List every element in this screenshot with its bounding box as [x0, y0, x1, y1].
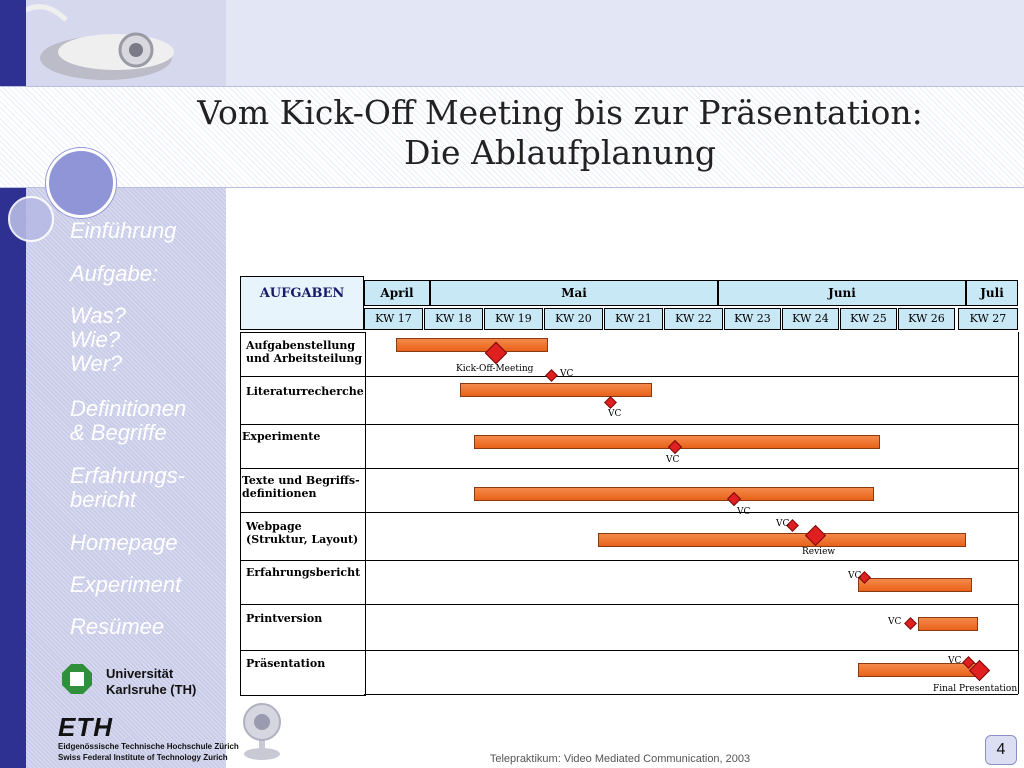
task-texte-begriffe: Texte und Begriffs- definitionen	[242, 474, 360, 500]
label-review: Review	[802, 547, 836, 557]
gantt-header-aufgaben: AUFGABEN	[240, 276, 364, 330]
task-erfahrungsbericht: Erfahrungsbericht	[246, 566, 361, 579]
week-kw27: KW 27	[958, 308, 1018, 330]
top-band	[226, 0, 1024, 86]
week-kw25: KW 25	[840, 308, 897, 330]
bar-erfahrungsbericht	[858, 578, 972, 592]
bar-webpage	[598, 533, 966, 547]
page-number: 4	[985, 735, 1017, 765]
label-vc-8: VC	[948, 656, 962, 666]
row-divider	[364, 468, 1018, 469]
row-divider	[364, 650, 1018, 651]
projector-icon	[26, 0, 226, 86]
task-literaturrecherche: Literaturrecherche	[246, 385, 364, 398]
month-april: April	[364, 280, 430, 306]
slide-title: Vom Kick-Off Meeting bis zur Präsentation: Die Ablaufplanung	[197, 93, 923, 172]
task-webpage: Webpage (Struktur, Layout)	[246, 520, 359, 546]
row-divider	[364, 604, 1018, 605]
nav-item-aufgabe[interactable]: Aufgabe:	[70, 261, 159, 286]
bar-praesentation	[858, 663, 982, 677]
decor-circle	[46, 148, 116, 218]
label-vc-3: VC	[666, 455, 680, 465]
row-divider	[364, 512, 1018, 513]
projector-illustration	[26, 0, 226, 86]
row-divider	[364, 424, 1018, 425]
month-mai: Mai	[430, 280, 718, 306]
label-vc-4: VC	[737, 507, 751, 517]
eth-subtitle: Eidgenössische Technische Hochschule Zürich Swiss Federal Institute of Technology Zurich	[58, 742, 239, 762]
bar-printversion	[918, 617, 978, 631]
task-aufgabenstellung: Aufgabenstellung und Arbeitsteilung	[246, 339, 363, 365]
label-vc-2: VC	[608, 409, 622, 419]
nav-item-resuemee[interactable]: Resümee	[70, 614, 165, 639]
week-kw17: KW 17	[364, 308, 423, 330]
week-kw18: KW 18	[424, 308, 483, 330]
row-divider	[364, 376, 1018, 377]
bar-literaturrecherche	[460, 383, 652, 397]
week-kw23: KW 23	[724, 308, 781, 330]
eth-logo: ETH	[58, 712, 113, 742]
week-kw19: KW 19	[484, 308, 543, 330]
nav-item-definitionen[interactable]: Definitionen & Begriffe	[70, 396, 187, 445]
nav-item-homepage[interactable]: Homepage	[70, 530, 178, 555]
label-kickoff: Kick-Off-Meeting	[456, 364, 534, 374]
webcam-icon	[238, 700, 288, 767]
month-juni: Juni	[718, 280, 966, 306]
week-kw26: KW 26	[898, 308, 955, 330]
task-praesentation: Präsentation	[246, 657, 326, 670]
nav-item-experiment[interactable]: Experiment	[70, 572, 182, 597]
week-kw24: KW 24	[782, 308, 839, 330]
label-vc-7: VC	[888, 617, 902, 627]
row-divider	[364, 560, 1018, 561]
week-kw20: KW 20	[544, 308, 603, 330]
bar-aufgabenstellung	[396, 338, 548, 352]
bar-texte	[474, 487, 874, 501]
label-vc-6: VC	[848, 571, 862, 581]
university-name: Universität Karlsruhe (TH)	[106, 666, 197, 697]
row-divider	[364, 694, 1018, 695]
decor-circle-small	[8, 196, 54, 242]
week-kw21: KW 21	[604, 308, 663, 330]
task-printversion: Printversion	[246, 612, 323, 625]
university-logo-inner	[70, 672, 84, 686]
nav-item-erfahrungsbericht[interactable]: Erfahrungs- bericht	[70, 463, 185, 512]
nav-item-einfuehrung[interactable]: Einführung	[70, 218, 177, 243]
label-final: Final Presentation	[933, 684, 1018, 694]
month-juli: Juli	[966, 280, 1018, 306]
nav-item-was-wie-wer[interactable]: Was? Wie? Wer?	[70, 303, 126, 376]
label-vc-1: VC	[560, 369, 574, 379]
slide-footer: Telepraktikum: Video Mediated Communication, 2003	[489, 753, 751, 765]
week-kw22: KW 22	[664, 308, 723, 330]
task-experimente: Experimente	[242, 430, 321, 443]
task-box-2	[240, 376, 366, 426]
label-vc-5: VC	[776, 519, 790, 529]
gantt-chart	[240, 276, 1018, 696]
